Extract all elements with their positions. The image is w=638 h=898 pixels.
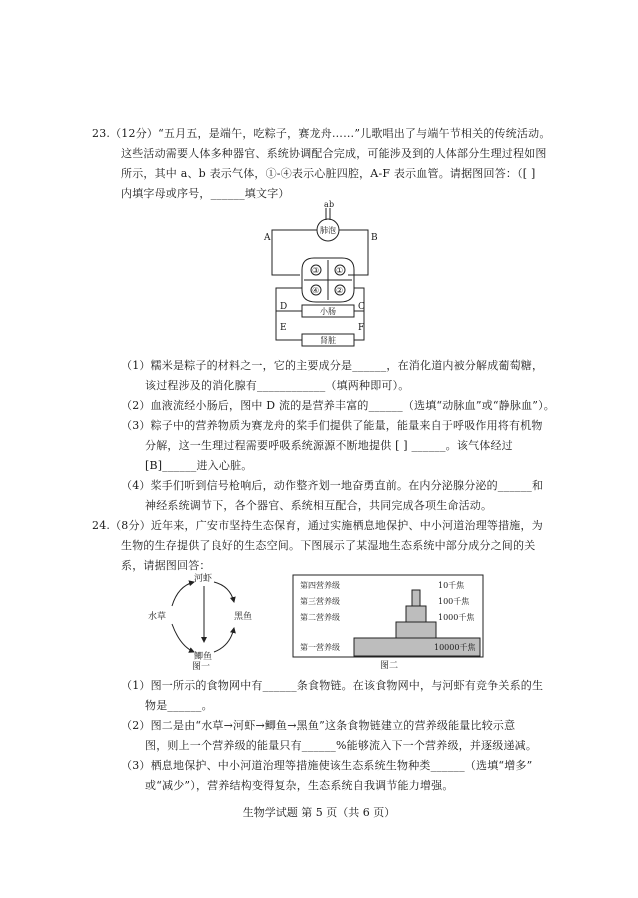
q24-line-1: 24.（8分）近年来，广安市坚持生态保育，通过实施栖息地保护、中小河道治理等措施，为	[92, 519, 543, 532]
energy-1: 10000千焦	[434, 643, 476, 652]
q23-sub-1a: （1）糯米是粽子的材料之一，它的主要成分是______，在消化道内被分解成葡萄糖，	[121, 359, 544, 372]
energy-3: 100千焦	[438, 597, 470, 606]
q24-sub-1a: （1）图一所示的食物网中有______条食物链。在该食物网中，与河虾有竞争关系的生	[121, 679, 544, 692]
fig1-bottom: 鲫鱼	[194, 652, 213, 662]
q24-sub-1b: 物是______。	[145, 699, 213, 712]
q24-sub-2a: （2）图二是由“水草→河虾→鲫鱼→黑鱼”这条食物链建立的营养级能量比较示意	[121, 719, 516, 732]
fig2-caption: 图二	[380, 661, 399, 670]
vessel-c: C	[358, 302, 365, 312]
q23-line-4: 内填字母或序号，______填文字）	[121, 187, 290, 200]
vessel-f: F	[358, 323, 365, 333]
fig1-left: 水草	[148, 612, 167, 622]
fig1-caption: 图一	[192, 662, 211, 670]
level-1: 第一营养级	[300, 643, 340, 652]
chamber-3: ③	[312, 266, 320, 275]
q23-line-1: 23.（12分）“五月五，是端午，吃粽子，赛龙舟……”儿歌唱出了与端午节相关的传统活动。	[92, 127, 551, 140]
q24-sub-2b: 图，则上一个营养级的能量只有______%能够流入下一个营养级，并逐级递减。	[145, 739, 538, 752]
q24-sub-3a: （3）栖息地保护、中小河道治理等措施使该生态系统生物种类______（选填“增多”	[121, 759, 533, 772]
small-intestine-label: 小肠	[320, 307, 336, 316]
level-4: 第四营养级	[300, 581, 340, 590]
q23-sub-4a: （4）桨手们听到信号枪响后，动作整齐划一地奋勇直前。在内分泌腺分泌的______和	[121, 479, 544, 492]
kidney-label: 肾脏	[320, 336, 336, 345]
food-web-figure	[142, 570, 262, 670]
q24-sub-3b: 或“减少”），营养结构变得复杂，生态系统自我调节能力增强。	[145, 779, 454, 792]
gas-a-label: a	[324, 200, 329, 209]
page-footer: 生物学试题 第 5 页（共 6 页）	[242, 806, 396, 819]
vessel-d: D	[280, 302, 288, 312]
gas-b-label: b	[329, 200, 335, 209]
energy-4: 10千焦	[438, 581, 465, 590]
q23-sub-2: （2）血液流经小肠后，图中 D 流的是营养丰富的______（选填“动脉血”或“静脉血”）。	[121, 399, 556, 412]
vessel-a: A	[264, 233, 271, 243]
q23-line-3: 所示，其中 a、b 表示气体，①-④表示心脏四腔，A-F 表示血管。请据图回答：（[ ]	[121, 167, 536, 180]
energy-2: 1000千焦	[438, 613, 475, 622]
fig1-right: 黑鱼	[234, 612, 253, 622]
chamber-2: ②	[336, 286, 344, 295]
q23-sub-3c: [B]______进入心脏。	[145, 459, 253, 472]
q23-sub-3b: 分解，这一生理过程需要呼吸系统源源不断地提供 [ ] ______。该气体经过	[145, 439, 513, 452]
q24-line-2: 生物的生存提供了良好的生态空间。下图展示了某湿地生态系统中部分成分之间的关	[121, 539, 536, 552]
q23-sub-4b: 神经系统调节下，各个器官、系统相互配合，共同完成各项生命活动。	[145, 499, 493, 512]
chamber-1: ①	[336, 266, 344, 275]
vessel-e: E	[280, 323, 287, 333]
q23-sub-3a: （3）粽子中的营养物质为赛龙舟的桨手们提供了能量，能量来自于呼吸作用将有机物	[121, 419, 543, 432]
q23-line-2: 这些活动需要人体多种器官、系统协调配合完成，可能涉及到的人体部分生理过程如图	[121, 147, 547, 160]
lung-label: 肺泡	[320, 226, 336, 235]
q24-line-3: 系，请据图回答：	[121, 559, 211, 572]
vessel-b: B	[371, 233, 378, 243]
level-3: 第三营养级	[300, 597, 340, 606]
chamber-4: ④	[312, 286, 320, 295]
level-2: 第二营养级	[300, 613, 340, 622]
fig1-top: 河虾	[194, 574, 213, 584]
energy-pyramid-figure	[292, 574, 492, 670]
q23-sub-1b: 该过程涉及的消化腺有____________（填两种即可）。	[145, 379, 410, 392]
circulation-diagram	[240, 200, 400, 350]
